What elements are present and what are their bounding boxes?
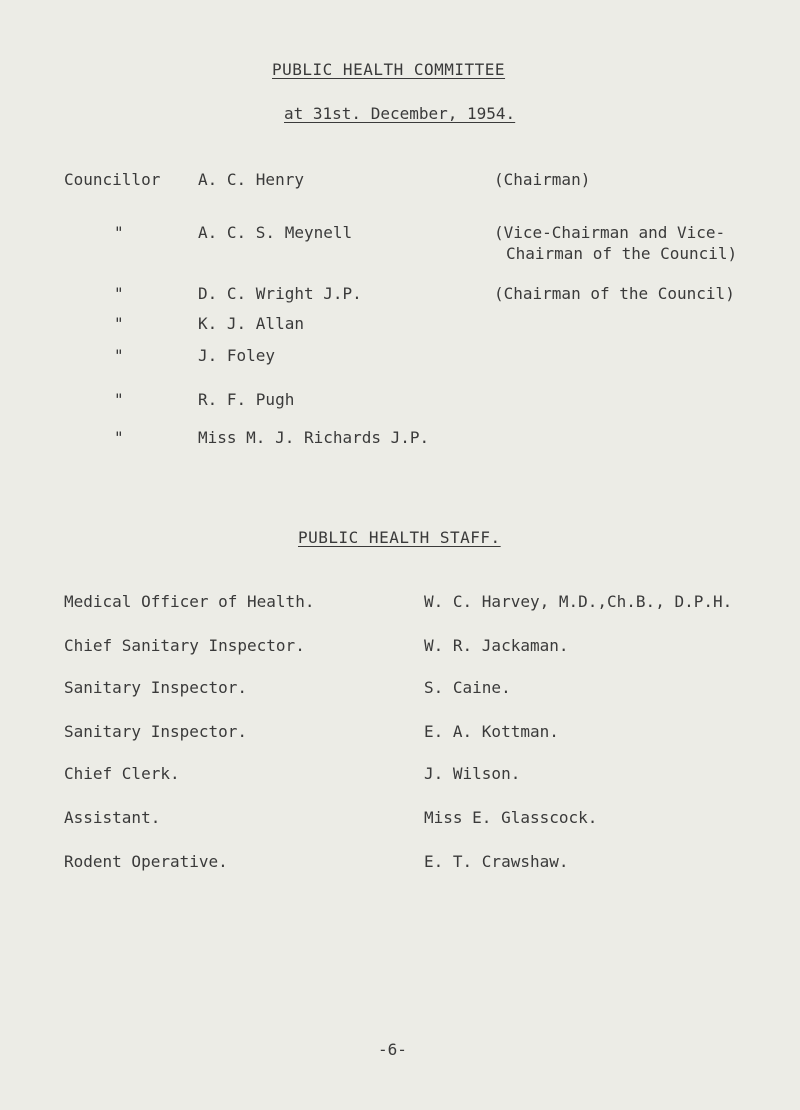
member-role: (Chairman of the Council): [494, 284, 735, 303]
staff-position: Rodent Operative.: [64, 852, 228, 871]
staff-name: J. Wilson.: [424, 764, 521, 783]
committee-title: PUBLIC HEALTH COMMITTEE: [272, 60, 506, 79]
member-name: J. Foley: [198, 346, 276, 365]
staff-name: W. C. Harvey, M.D.,Ch.B., D.P.H.: [424, 592, 733, 611]
member-prefix: Councillor: [64, 170, 161, 189]
staff-name: S. Caine.: [424, 678, 511, 697]
member-role: (Chairman): [494, 170, 591, 189]
staff-position: Chief Clerk.: [64, 764, 180, 783]
staff-position: Sanitary Inspector.: [64, 722, 248, 741]
staff-name: E. A. Kottman.: [424, 722, 559, 741]
staff-position: Chief Sanitary Inspector.: [64, 636, 305, 655]
staff-position: Assistant.: [64, 808, 161, 827]
member-prefix: ": [114, 346, 124, 365]
page-number: -6-: [378, 1040, 407, 1059]
staff-title: PUBLIC HEALTH STAFF.: [298, 528, 501, 547]
member-name: D. C. Wright J.P.: [198, 284, 362, 303]
member-prefix: ": [114, 284, 124, 303]
member-role: (Vice-Chairman and Vice-: [494, 223, 726, 242]
staff-position: Medical Officer of Health.: [64, 592, 315, 611]
member-name: A. C. S. Meynell: [198, 223, 353, 242]
member-prefix: ": [114, 314, 124, 333]
member-name: A. C. Henry: [198, 170, 304, 189]
member-prefix: ": [114, 428, 124, 447]
member-prefix: ": [114, 223, 124, 242]
staff-name: W. R. Jackaman.: [424, 636, 569, 655]
member-prefix: ": [114, 390, 124, 409]
member-name: Miss M. J. Richards J.P.: [198, 428, 430, 447]
staff-position: Sanitary Inspector.: [64, 678, 248, 697]
member-name: R. F. Pugh: [198, 390, 295, 409]
committee-date: at 31st. December, 1954.: [284, 104, 516, 123]
staff-name: E. T. Crawshaw.: [424, 852, 569, 871]
staff-name: Miss E. Glasscock.: [424, 808, 598, 827]
member-name: K. J. Allan: [198, 314, 304, 333]
member-role-continued: Chairman of the Council): [506, 244, 738, 263]
